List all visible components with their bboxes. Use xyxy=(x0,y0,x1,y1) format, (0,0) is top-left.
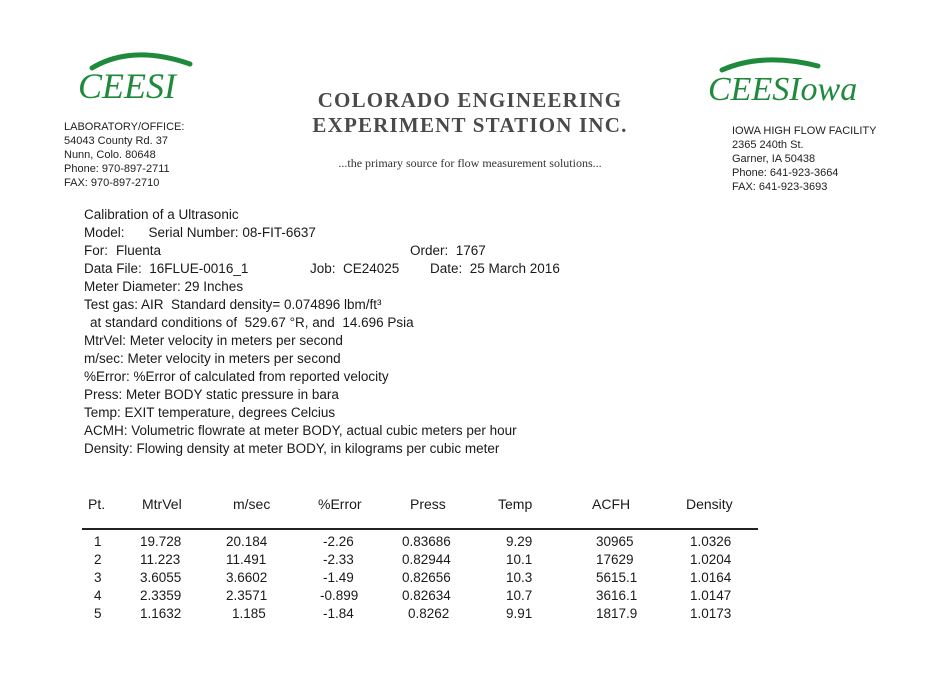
column-header: Temp xyxy=(498,496,533,512)
for-line xyxy=(84,242,517,260)
column-header: Pt. xyxy=(88,496,106,512)
column-header: m/sec xyxy=(233,496,271,512)
calibration-date: Date: 25 March 2016 xyxy=(430,261,560,276)
definition-press: Press: Meter BODY static pressure in bara xyxy=(84,387,339,402)
table-cell: 0.83686 xyxy=(402,534,451,549)
definition-temp: Temp: EXIT temperature, degrees Celcius xyxy=(84,405,336,420)
calibration-heading: Calibration of a Ultrasonic xyxy=(84,207,239,222)
table-cell: 3616.1 xyxy=(596,588,638,603)
table-cell: 10.7 xyxy=(506,588,533,603)
address-right-line: FAX: 641-923-3693 xyxy=(732,181,828,193)
table-cell: 1.0164 xyxy=(690,570,732,585)
table-cell: 9.91 xyxy=(506,606,533,621)
model-label: Model: xyxy=(84,225,125,240)
column-header: ACFH xyxy=(592,496,631,512)
table-cell: 0.82634 xyxy=(402,588,451,603)
table-cell: 2.3359 xyxy=(140,588,182,603)
model-line xyxy=(84,224,517,242)
table-cell: 1817.9 xyxy=(596,606,638,621)
table-cell: -2.33 xyxy=(323,552,354,567)
definition-acmh: ACMH: Volumetric flowrate at meter BODY, actual cubic meters per hour xyxy=(84,423,517,438)
address-right-line: IOWA HIGH FLOW FACILITY xyxy=(732,125,877,137)
definition-error: %Error: %Error of calculated from reported velocity xyxy=(84,369,389,384)
meter-diameter: Meter Diameter: 29 Inches xyxy=(84,279,244,294)
address-left-line: Nunn, Colo. 80648 xyxy=(64,149,156,161)
table-cell: -2.26 xyxy=(323,534,354,549)
table-cell: 1.0204 xyxy=(690,552,732,567)
table-cell: 10.1 xyxy=(506,552,533,567)
table-cell: 2 xyxy=(94,552,102,567)
table-cell: 20.184 xyxy=(226,534,268,549)
serial-number: Serial Number: 08-FIT-6637 xyxy=(148,225,316,240)
ceesi-logo-text: CEESI xyxy=(78,66,176,106)
definition-density: Density: Flowing density at meter BODY, in kilograms per cubic meter xyxy=(84,441,500,456)
table-header-rule xyxy=(82,528,758,530)
address-left-line: LABORATORY/OFFICE: xyxy=(64,121,185,133)
table-cell: 17629 xyxy=(596,552,634,567)
column-header: MtrVel xyxy=(142,496,182,512)
address-right-line: 2365 240th St. xyxy=(732,139,804,151)
address-right-line: Phone: 641-923-3664 xyxy=(732,167,839,179)
table-cell: 1.0147 xyxy=(690,588,732,603)
table-cell: 1.185 xyxy=(232,606,266,621)
table-cell: 3.6602 xyxy=(226,570,268,585)
table-cell: 2.3571 xyxy=(226,588,268,603)
definition-mtrvel: MtrVel: Meter velocity in meters per second xyxy=(84,333,343,348)
data-file: Data File: 16FLUE-0016_1 xyxy=(84,261,249,276)
table-cell: 0.82656 xyxy=(402,570,451,585)
table-cell: 1.0326 xyxy=(690,534,732,549)
test-gas: Test gas: AIR Standard density= 0.074896 lbm/ft³ xyxy=(84,297,382,312)
customer-name: Fluenta xyxy=(116,243,162,258)
table-cell: 19.728 xyxy=(140,534,182,549)
table-cell: 11.491 xyxy=(226,552,267,567)
data-file-line xyxy=(84,260,560,278)
tagline: ...the primary source for flow measurement solutions... xyxy=(338,156,602,170)
column-header: Density xyxy=(686,496,733,512)
address-left-line: Phone: 970-897-2711 xyxy=(64,163,170,175)
table-cell: 11.223 xyxy=(140,552,181,567)
order-number: Order: 1767 xyxy=(410,243,486,258)
address-left-line: 54043 County Rd. 37 xyxy=(64,135,168,147)
company-title-line1: COLORADO ENGINEERING xyxy=(317,88,623,112)
for-label: For: xyxy=(84,243,109,258)
table-cell: 9.29 xyxy=(506,534,533,549)
calibration-info xyxy=(84,206,560,458)
address-right-line: Garner, IA 50438 xyxy=(732,153,816,165)
company-title-line2: EXPERIMENT STATION INC. xyxy=(312,113,628,137)
job-number: Job: CE24025 xyxy=(310,261,400,276)
column-header: %Error xyxy=(318,496,362,512)
table-cell: 3 xyxy=(94,570,102,585)
column-header: Press xyxy=(410,496,446,512)
table-cell: 1 xyxy=(94,534,102,549)
table-cell: 0.8262 xyxy=(408,606,450,621)
table-cell: 5 xyxy=(94,606,102,621)
ceesi-iowa-logo-text: CEESIowa xyxy=(708,71,858,106)
table-cell: -0.899 xyxy=(320,588,359,603)
table-cell: 5615.1 xyxy=(596,570,638,585)
definition-msec: m/sec: Meter velocity in meters per second xyxy=(84,351,341,366)
table-cell: 1.0173 xyxy=(690,606,732,621)
table-cell: 1.1632 xyxy=(140,606,182,621)
table-cell: 3.6055 xyxy=(140,570,182,585)
table-cell: 30965 xyxy=(596,534,634,549)
table-cell: -1.49 xyxy=(323,570,354,585)
standard-conditions: at standard conditions of 529.67 °R, and 14.696 Psia xyxy=(90,315,414,330)
table-cell: 10.3 xyxy=(506,570,533,585)
table-cell: 0.82944 xyxy=(402,552,451,567)
table-cell: -1.84 xyxy=(323,606,354,621)
address-left-line: FAX: 970-897-2710 xyxy=(64,177,160,189)
table-cell: 4 xyxy=(94,588,102,603)
